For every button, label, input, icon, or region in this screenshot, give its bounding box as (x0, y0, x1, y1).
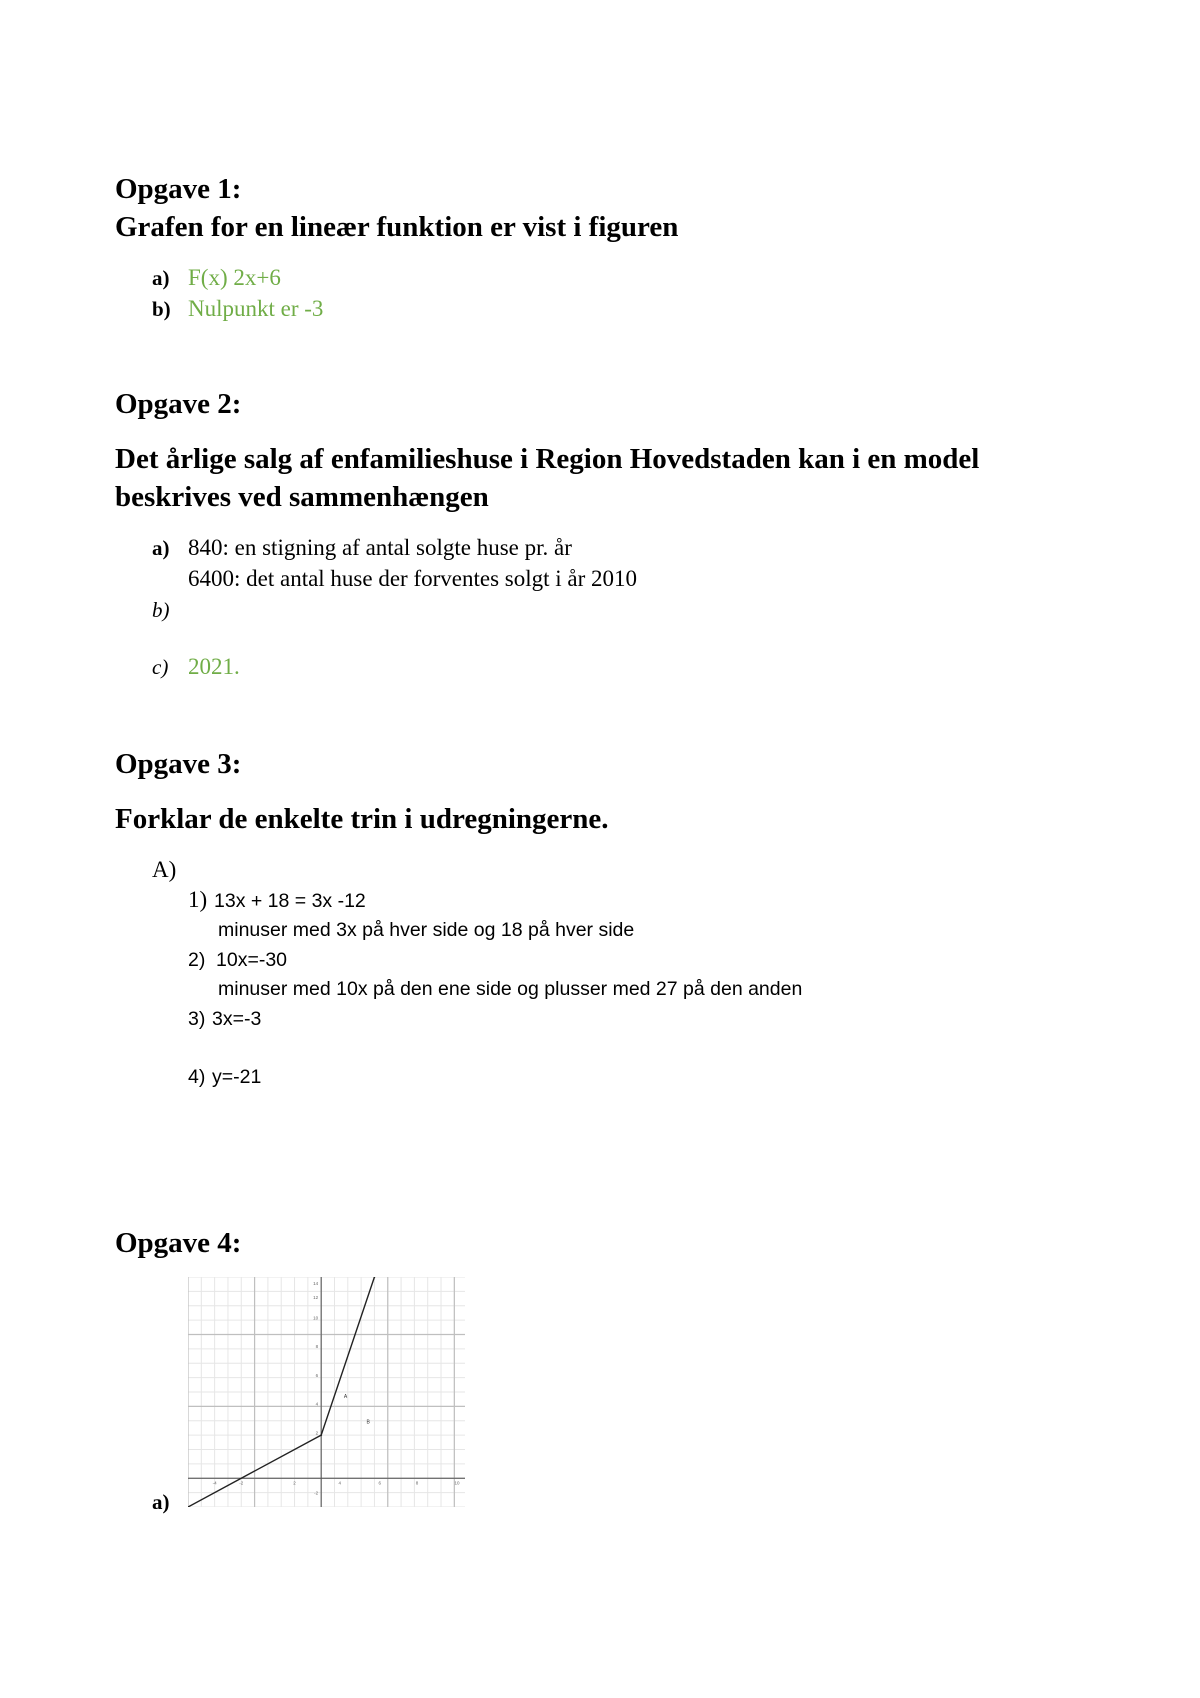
x-tick-label: 4 (338, 1480, 342, 1486)
step-2-note: minuser med 10x på den ene side og plusser med 27 på den anden (218, 978, 803, 1000)
opgave-2-item-c-answer: 2021. (188, 654, 240, 679)
step-2-number: 2) (188, 949, 206, 971)
step-4-number: 4) (188, 1066, 206, 1088)
y-tick-label: 14 (313, 1280, 319, 1286)
annotation-label: A (343, 1393, 348, 1400)
x-tick-label: 8 (415, 1480, 419, 1486)
y-tick-label: 6 (315, 1372, 319, 1378)
x-tick-label: 10 (454, 1480, 460, 1486)
opgave-3-title: Opgave 3: (115, 748, 242, 780)
opgave-2-prompt-line-1: Det årlige salg af enfamilieshuse i Region Hovedstaden kan i en model (115, 443, 980, 475)
opgave-1-item-b-answer: Nulpunkt er -3 (188, 296, 324, 321)
opgave-2-item-a-line-1: 840: en stigning af antal solgte huse pr. år (188, 535, 572, 560)
opgave-1-prompt: Grafen for en lineær funktion er vist i figuren (115, 211, 679, 243)
y-tick-label: 10 (313, 1315, 319, 1321)
y-tick-label: -2 (314, 1490, 319, 1496)
step-1-note: minuser med 3x på hver side og 18 på hver side (218, 919, 635, 941)
opgave-2-item-b-label: b) (152, 598, 170, 622)
opgave-3-prompt: Forklar de enkelte trin i udregningerne. (115, 803, 609, 835)
step-3-equation: 3x=-3 (212, 1008, 262, 1030)
x-tick-label: -2 (239, 1480, 244, 1486)
data-point (320, 1434, 322, 1436)
x-tick-label: -4 (212, 1480, 217, 1486)
opgave-2-item-a-label: a) (152, 536, 170, 560)
step-2-equation: 10x=-30 (216, 949, 288, 971)
y-tick-label: 8 (315, 1344, 319, 1349)
opgave-4-item-a-label: a) (152, 1490, 170, 1514)
x-tick-label: 2 (293, 1480, 296, 1486)
y-tick-label: 2 (315, 1430, 319, 1436)
opgave-2-item-a-line-2: 6400: det antal huse der forventes solgt i år 2010 (188, 566, 638, 591)
step-1-number: 1) (188, 887, 208, 912)
step-4-equation: y=-21 (212, 1066, 262, 1088)
function-graph (188, 1277, 465, 1507)
opgave-1-title: Opgave 1: (115, 173, 242, 205)
opgave-2-item-c-label: c) (152, 655, 169, 679)
annotation-label: B (366, 1419, 370, 1426)
opgave-4-title: Opgave 4: (115, 1227, 242, 1259)
opgave-2-prompt-line-2: beskrives ved sammenhængen (115, 481, 489, 513)
opgave-2-title: Opgave 2: (115, 388, 242, 420)
step-1-equation: 13x + 18 = 3x -12 (214, 890, 366, 912)
opgave-3-part-label: A) (152, 857, 177, 882)
y-tick-label: 12 (313, 1295, 319, 1301)
x-tick-label: 6 (378, 1480, 382, 1486)
opgave-1-item-a-answer: F(x) 2x+6 (188, 265, 281, 290)
y-tick-label: 4 (315, 1401, 319, 1407)
opgave-1-item-a-label: a) (152, 266, 170, 290)
opgave-1-item-b-label: b) (152, 297, 171, 321)
step-3-number: 3) (188, 1008, 206, 1030)
